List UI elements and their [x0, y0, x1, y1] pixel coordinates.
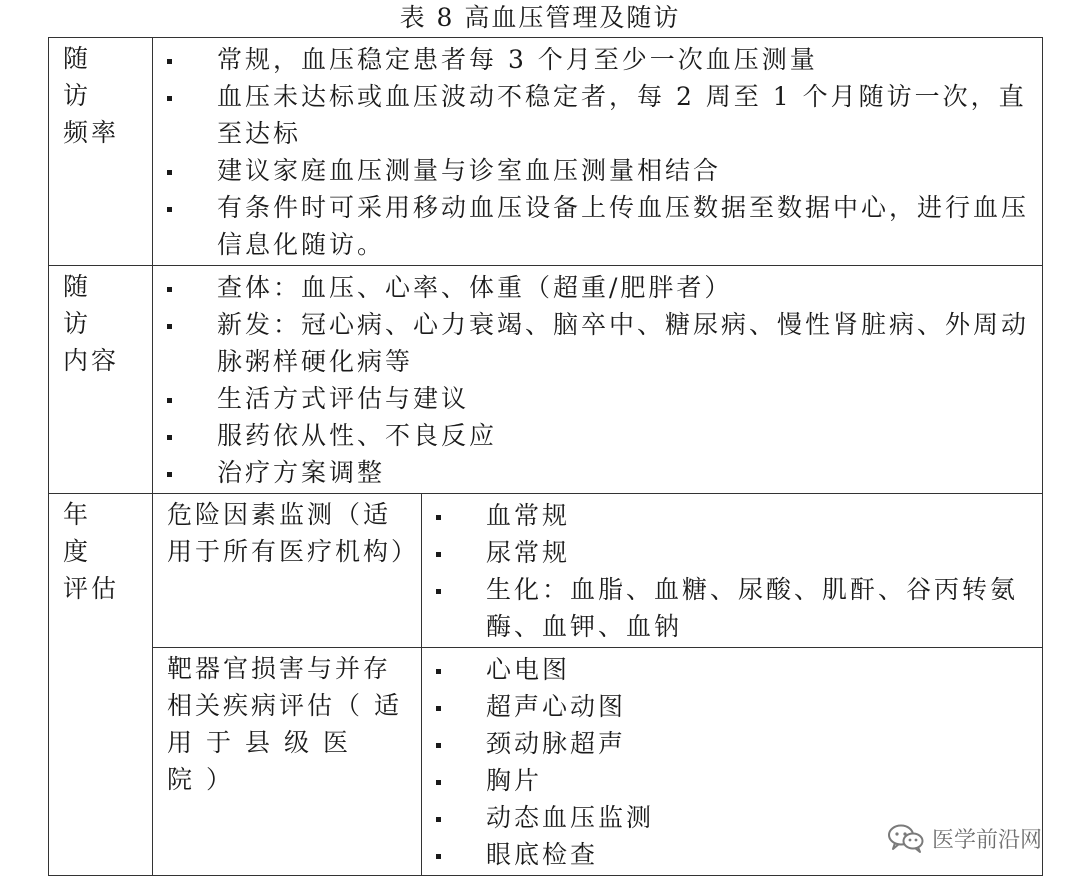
- bullet-icon: [436, 589, 441, 594]
- list-item: [422, 651, 1032, 688]
- list-item-text: 胸片: [486, 766, 543, 795]
- list-item: [422, 688, 1032, 725]
- target-label-scope: （适用于县级医院）: [167, 691, 414, 794]
- list-item: [422, 497, 1032, 534]
- list-item: [422, 571, 1032, 645]
- risk-items-cell: [422, 494, 1043, 648]
- list-item-text: 建议家庭血压测量与诊室血压测量相结合: [217, 156, 722, 185]
- bullet-icon: [167, 59, 172, 64]
- list-item: [153, 454, 1032, 491]
- list-item: [422, 534, 1032, 571]
- list-item-text: 尿常规: [486, 538, 571, 567]
- risk-list: [422, 494, 1042, 647]
- list-item-text: 生活方式评估与建议: [217, 384, 470, 413]
- bullet-icon: [167, 170, 172, 175]
- list-item-text: 血常规: [486, 501, 571, 530]
- target-label: 靶器官损害与并存相关疾病评估: [167, 654, 392, 720]
- list-item: [153, 189, 1032, 263]
- table-row-frequency: [49, 38, 1043, 266]
- row-label-line1: 随 访: [63, 44, 108, 110]
- row-label-annual: [49, 494, 153, 876]
- row-label-line1: 随 访: [63, 272, 108, 338]
- list-item-text: 颈动脉超声: [486, 729, 627, 758]
- frequency-list: [153, 38, 1042, 265]
- bullet-icon: [167, 287, 172, 292]
- list-item: [153, 152, 1032, 189]
- row-label-content: [49, 266, 153, 494]
- row-label-line2: 内容: [63, 346, 120, 375]
- management-table: [48, 37, 1043, 876]
- list-item-text: 生化：血脂、血糖、尿酸、肌酐、谷丙转氨酶、血钾、血钠: [486, 575, 1019, 641]
- list-item-text: 服药依从性、不良反应: [217, 421, 498, 450]
- bullet-icon: [436, 669, 441, 674]
- watermark: [886, 820, 1042, 856]
- table-row-content: [49, 266, 1043, 494]
- list-item-text: 眼底检查: [486, 840, 599, 869]
- row-label-frequency: [49, 38, 153, 266]
- list-item: [153, 78, 1032, 152]
- table-title: 表 8 高血压管理及随访: [399, 3, 681, 32]
- bullet-icon: [436, 817, 441, 822]
- bullet-icon: [167, 96, 172, 101]
- list-item-text: 血压未达标或血压波动不稳定者，每 2 周至 1 个月随访一次，直至达标: [217, 82, 1027, 148]
- list-item-text: 心电图: [486, 655, 571, 684]
- bullet-icon: [167, 435, 172, 440]
- row-label-line1: 年 度: [63, 500, 108, 566]
- target-label-cell: [153, 648, 422, 876]
- list-item-text: 动态血压监测: [486, 803, 655, 832]
- bullet-icon: [436, 780, 441, 785]
- bullet-icon: [167, 324, 172, 329]
- bullet-icon: [167, 398, 172, 403]
- list-item-text: 治疗方案调整: [217, 458, 386, 487]
- row-label-line2: 频率: [63, 118, 120, 147]
- bullet-icon: [436, 552, 441, 557]
- content-cell: [153, 266, 1043, 494]
- bullet-icon: [436, 743, 441, 748]
- bullet-icon: [436, 515, 441, 520]
- list-item: [153, 41, 1032, 78]
- table-row-annual-risk: [49, 494, 1043, 648]
- row-label-line2: 评估: [63, 574, 120, 603]
- risk-label: 危险因素监测（适用于所有医疗机构）: [167, 500, 420, 566]
- content-list: [153, 266, 1042, 493]
- list-item-text: 常规，血压稳定患者每 3 个月至少一次血压测量: [217, 45, 818, 74]
- list-item: [153, 380, 1032, 417]
- bullet-icon: [436, 706, 441, 711]
- list-item: [422, 725, 1032, 762]
- list-item-text: 新发：冠心病、心力衰竭、脑卒中、糖尿病、慢性肾脏病、外周动脉粥样硬化病等: [217, 310, 1030, 376]
- frequency-cell: [153, 38, 1043, 266]
- list-item: [153, 269, 1032, 306]
- list-item: [153, 417, 1032, 454]
- watermark-text: 医学前沿网: [931, 827, 1042, 853]
- list-item: [153, 306, 1032, 380]
- risk-label-cell: [153, 494, 422, 648]
- list-item-text: 有条件时可采用移动血压设备上传血压数据至数据中心，进行血压信息化随访。: [217, 193, 1030, 259]
- bullet-icon: [436, 854, 441, 859]
- bullet-icon: [167, 207, 172, 212]
- list-item: [422, 762, 1032, 799]
- wechat-icon: [886, 822, 926, 854]
- list-item-text: 查体：血压、心率、体重（超重/肥胖者）: [217, 273, 733, 302]
- list-item-text: 超声心动图: [486, 692, 627, 721]
- bullet-icon: [167, 472, 172, 477]
